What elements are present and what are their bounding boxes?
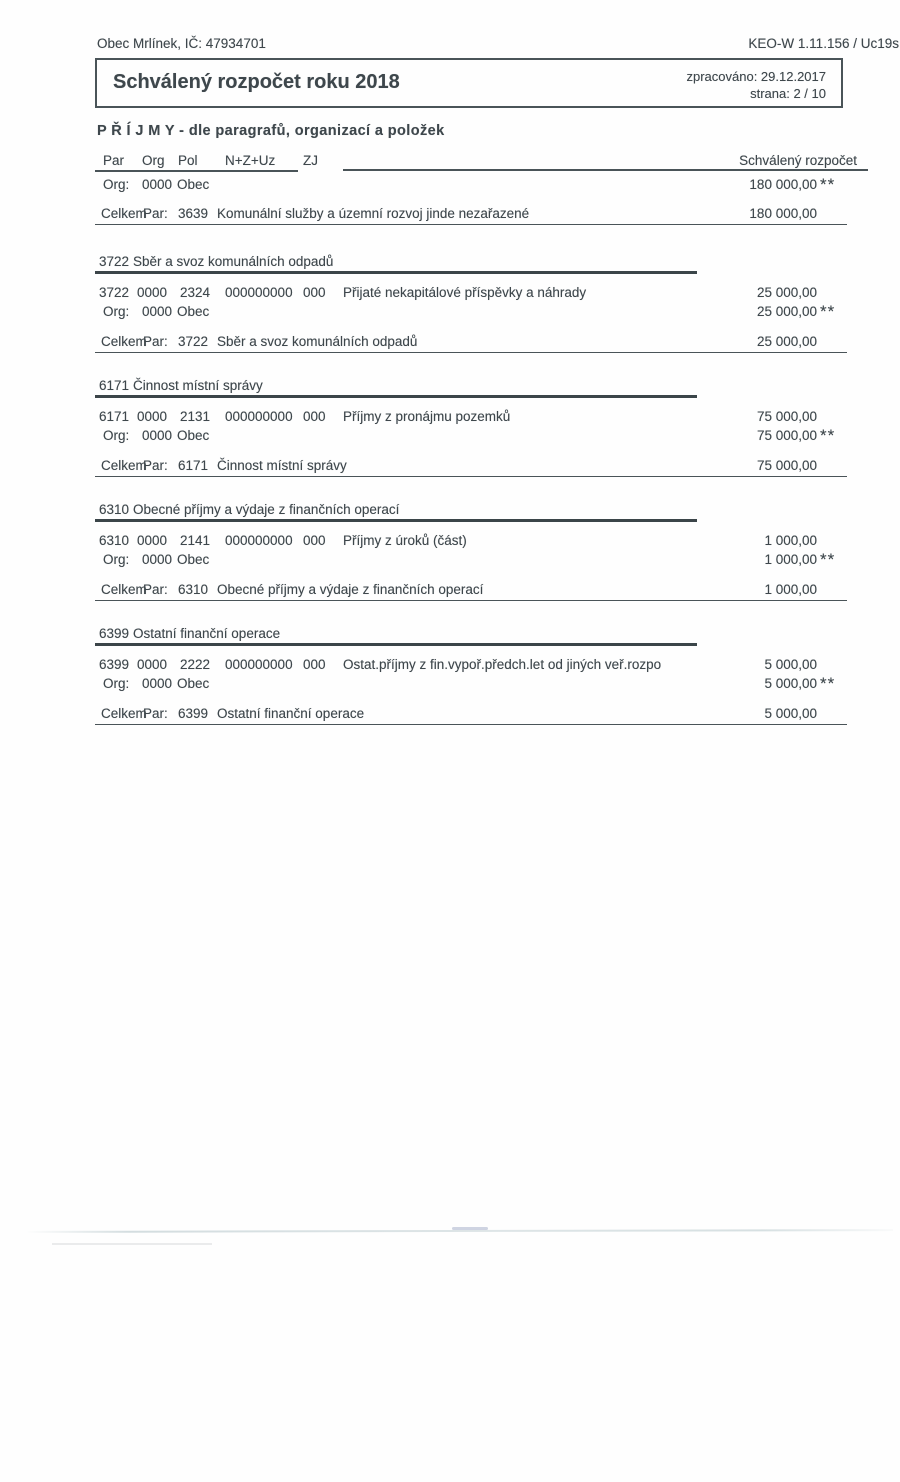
scan-artifact-smudge: [452, 1227, 488, 1230]
item-name: Přijaté nekapitálové příspěvky a náhrady: [343, 285, 587, 300]
paragraph-section: [95, 627, 847, 725]
org-name: Obec: [177, 177, 210, 192]
subtotal-stars: **: [820, 550, 836, 569]
subtotal-stars: **: [820, 674, 836, 693]
item-name: Příjmy z úroků (část): [343, 533, 467, 548]
item-par: 3722: [99, 285, 130, 300]
page-number: strana: 2 / 10: [750, 86, 826, 101]
scan-artifact-dash: [52, 1243, 212, 1245]
total-par-label: Par:: [143, 582, 168, 597]
total-label: Celkem: [101, 582, 147, 597]
total-par-name: Komunální služby a územní rozvoj jinde nezařazené: [217, 206, 530, 221]
item-zj: 000: [303, 657, 326, 672]
item-amount: 5 000,00: [764, 657, 817, 672]
table-column-header: [95, 152, 857, 172]
budget-item-row: [95, 534, 847, 548]
total-amount: 75 000,00: [756, 458, 817, 473]
item-zj: 000: [303, 285, 326, 300]
section-par-code: 6171: [99, 378, 130, 393]
item-name: Příjmy z pronájmu pozemků: [343, 409, 511, 424]
section-title: [95, 255, 847, 274]
section-par-name: Obecné příjmy a výdaje z finančních operací: [133, 502, 400, 517]
paragraph-total-row: [95, 207, 847, 225]
total-par-name: Sběr a svoz komunálních odpadů: [217, 334, 418, 349]
item-nzuz: 000000000: [225, 657, 293, 672]
processed-date: zpracováno: 29.12.2017: [686, 69, 826, 84]
item-par: 6399: [99, 657, 130, 672]
org-subtotal-row: [95, 674, 847, 693]
item-org: 0000: [137, 409, 168, 424]
org-label: Org:: [103, 552, 130, 567]
section-title: [95, 627, 847, 646]
subtotal-stars: **: [820, 175, 836, 194]
org-name: Obec: [177, 428, 210, 443]
org-code: 0000: [142, 676, 173, 691]
total-par-code: 3639: [178, 206, 209, 221]
section-par-name: Sběr a svoz komunálních odpadů: [133, 254, 334, 269]
total-label: Celkem: [101, 706, 147, 721]
software-version-header: KEO-W 1.11.156 / Uc19s: [748, 36, 899, 51]
item-amount: 75 000,00: [756, 409, 817, 424]
item-pol: 2141: [180, 533, 211, 548]
item-nzuz: 000000000: [225, 533, 293, 548]
item-nzuz: 000000000: [225, 409, 293, 424]
subtotal-stars: **: [820, 302, 836, 321]
item-pol: 2222: [180, 657, 211, 672]
item-par: 6171: [99, 409, 130, 424]
item-org: 0000: [137, 657, 168, 672]
item-pol: 2131: [180, 409, 211, 424]
item-amount: 1 000,00: [764, 533, 817, 548]
total-par-label: Par:: [143, 706, 168, 721]
org-subtotal-row: [95, 302, 847, 321]
subtotal-stars: **: [820, 426, 836, 445]
budget-item-row: [95, 410, 847, 424]
total-par-code: 6399: [178, 706, 209, 721]
org-code: 0000: [142, 304, 173, 319]
org-amount: 1 000,00: [764, 552, 817, 567]
org-amount: 180 000,00: [749, 177, 817, 192]
item-org: 0000: [137, 533, 168, 548]
org-amount: 25 000,00: [756, 304, 817, 319]
title-box: [95, 58, 843, 108]
org-label: Org:: [103, 177, 130, 192]
org-code: 0000: [142, 428, 173, 443]
budget-table: [95, 152, 857, 725]
org-subtotal-row: [95, 175, 847, 194]
org-name: Obec: [177, 676, 210, 691]
item-name: Ostat.příjmy z fin.vypoř.předch.let od jiných veř.rozpo: [343, 657, 662, 672]
total-par-label: Par:: [143, 458, 168, 473]
org-label: Org:: [103, 428, 130, 443]
col-org: Org: [142, 153, 165, 168]
report-title: Schválený rozpočet roku 2018: [113, 71, 400, 93]
paragraph-total-row: [95, 335, 847, 353]
total-par-code: 6310: [178, 582, 209, 597]
section-par-code: 3722: [99, 254, 130, 269]
paragraph-section: [95, 379, 847, 477]
section-par-name: Ostatní finanční operace: [133, 626, 281, 641]
total-par-name: Obecné příjmy a výdaje z finančních operací: [217, 582, 484, 597]
item-nzuz: 000000000: [225, 285, 293, 300]
section-par-code: 6399: [99, 626, 130, 641]
item-pol: 2324: [180, 285, 211, 300]
org-code: 0000: [142, 552, 173, 567]
org-subtotal-row: [95, 550, 847, 569]
paragraph-section: [95, 255, 847, 353]
report-meta: [687, 68, 827, 102]
total-par-label: Par:: [143, 206, 168, 221]
budget-item-row: [95, 286, 847, 300]
total-par-name: Ostatní finanční operace: [217, 706, 365, 721]
paragraph-total-row: [95, 707, 847, 725]
item-zj: 000: [303, 533, 326, 548]
col-zj: ZJ: [303, 153, 318, 168]
header-rule-right: [343, 169, 868, 171]
col-nzuz: N+Z+Uz: [225, 153, 276, 168]
total-amount: 180 000,00: [749, 206, 817, 221]
item-par: 6310: [99, 533, 130, 548]
org-label: Org:: [103, 304, 130, 319]
item-zj: 000: [303, 409, 326, 424]
col-pol: Pol: [178, 153, 198, 168]
col-amount: Schválený rozpočet: [739, 153, 857, 168]
org-name: Obec: [177, 304, 210, 319]
org-subtotal-row: [95, 426, 847, 445]
paragraph-section: [95, 503, 847, 601]
header-rule-left: [95, 170, 298, 172]
section-par-code: 6310: [99, 502, 130, 517]
org-name: Obec: [177, 552, 210, 567]
org-label: Org:: [103, 676, 130, 691]
total-par-label: Par:: [143, 334, 168, 349]
organization-header: Obec Mrlínek, IČ: 47934701: [97, 36, 266, 51]
total-label: Celkem: [101, 206, 147, 221]
total-amount: 1 000,00: [764, 582, 817, 597]
org-amount: 75 000,00: [756, 428, 817, 443]
report-section-heading: P Ř Í J M Y - dle paragrafů, organizací a položek: [97, 123, 445, 139]
section-par-name: Činnost místní správy: [133, 378, 263, 393]
item-amount: 25 000,00: [756, 285, 817, 300]
budget-item-row: [95, 658, 847, 672]
total-amount: 25 000,00: [756, 334, 817, 349]
total-label: Celkem: [101, 458, 147, 473]
total-par-code: 3722: [178, 334, 209, 349]
section-title: [95, 503, 847, 522]
paragraph-total-row: [95, 459, 847, 477]
paragraph-total-row: [95, 583, 847, 601]
section-title: [95, 379, 847, 398]
total-par-name: Činnost místní správy: [217, 458, 347, 473]
total-label: Celkem: [101, 334, 147, 349]
total-par-code: 6171: [178, 458, 209, 473]
col-par: Par: [103, 153, 125, 168]
item-org: 0000: [137, 285, 168, 300]
org-amount: 5 000,00: [764, 676, 817, 691]
org-code: 0000: [142, 177, 173, 192]
total-amount: 5 000,00: [764, 706, 817, 721]
